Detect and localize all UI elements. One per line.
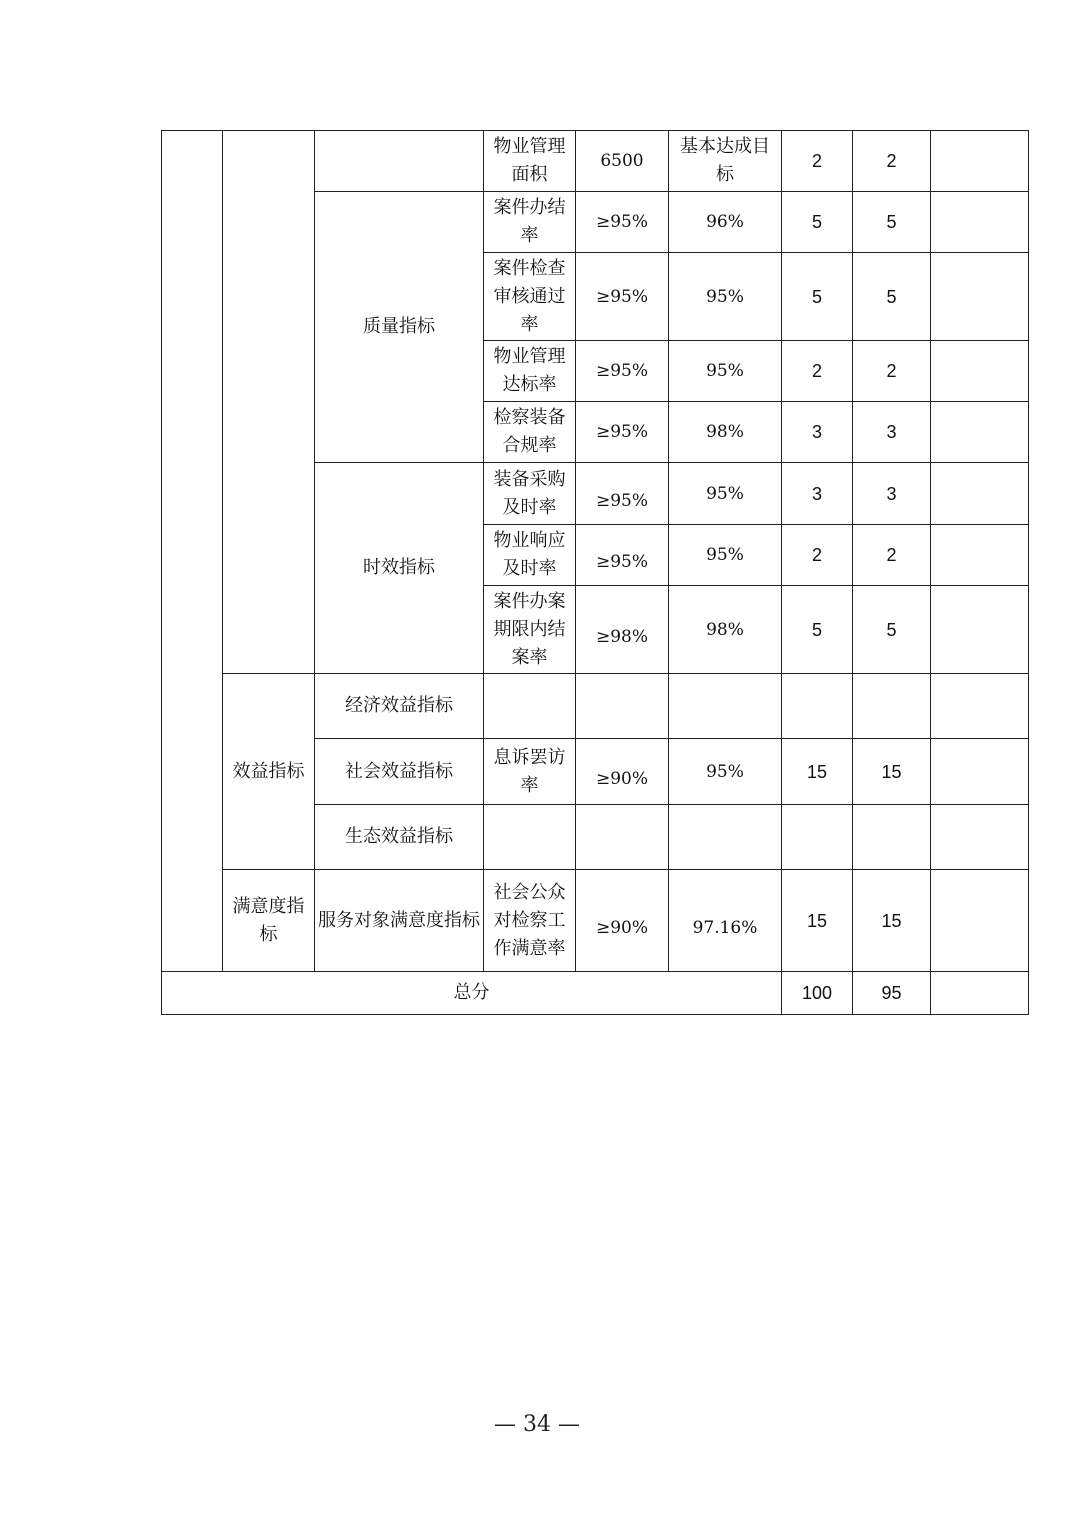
- level3-cell: 时效指标: [315, 463, 484, 674]
- target-cell: [576, 674, 669, 739]
- indicator-cell: [484, 805, 576, 870]
- score-cell: 2: [853, 341, 931, 402]
- total-weight: 100: [782, 972, 853, 1015]
- target-cell: ≥95%: [576, 341, 669, 402]
- score-cell: 5: [853, 192, 931, 253]
- score-cell: 3: [853, 463, 931, 525]
- weight-cell: 5: [782, 586, 853, 674]
- note-cell: [931, 463, 1029, 525]
- indicator-cell: 案件检查审核通过率: [484, 253, 576, 341]
- indicator-cell: 物业管理达标率: [484, 341, 576, 402]
- note-cell: [931, 402, 1029, 463]
- note-cell: [931, 739, 1029, 805]
- score-cell: 5: [853, 253, 931, 341]
- score-cell: 2: [853, 131, 931, 192]
- table-row: [162, 131, 1029, 192]
- total-row: [162, 972, 1029, 1015]
- level3-cell: 质量指标: [315, 192, 484, 463]
- actual-cell: 95%: [669, 525, 782, 586]
- level2-cell: 效益指标: [223, 674, 315, 870]
- level3-cell: 社会效益指标: [315, 739, 484, 805]
- indicator-cell: 社会公众对检察工作满意率: [484, 870, 576, 972]
- target-cell: [576, 805, 669, 870]
- weight-cell: [782, 805, 853, 870]
- note-cell: [931, 341, 1029, 402]
- indicator-cell: 物业管理面积: [484, 131, 576, 192]
- note-cell: [931, 674, 1029, 739]
- score-cell: 5: [853, 586, 931, 674]
- weight-cell: 2: [782, 525, 853, 586]
- actual-cell: 基本达成目标: [669, 131, 782, 192]
- target-cell: ≥95%: [576, 253, 669, 341]
- level2-cell: [223, 131, 315, 674]
- note-cell: [931, 192, 1029, 253]
- weight-cell: 3: [782, 463, 853, 525]
- indicator-cell: [484, 674, 576, 739]
- target-cell: ≥95%: [576, 402, 669, 463]
- score-cell: 15: [853, 870, 931, 972]
- level1-cell: [162, 131, 223, 972]
- level3-cell: 经济效益指标: [315, 674, 484, 739]
- total-note: [931, 972, 1029, 1015]
- weight-cell: 5: [782, 253, 853, 341]
- note-cell: [931, 131, 1029, 192]
- actual-cell: 96%: [669, 192, 782, 253]
- actual-cell: 95%: [669, 739, 782, 805]
- score-cell: 3: [853, 402, 931, 463]
- target-cell: ≥95%: [576, 525, 669, 586]
- weight-cell: [782, 674, 853, 739]
- target-cell: ≥90%: [576, 870, 669, 972]
- score-cell: 2: [853, 525, 931, 586]
- score-cell: [853, 674, 931, 739]
- actual-cell: 98%: [669, 586, 782, 674]
- note-cell: [931, 870, 1029, 972]
- weight-cell: 15: [782, 870, 853, 972]
- weight-cell: 5: [782, 192, 853, 253]
- score-cell: 15: [853, 739, 931, 805]
- target-cell: 6500: [576, 131, 669, 192]
- indicator-cell: 物业响应及时率: [484, 525, 576, 586]
- level3-cell: 生态效益指标: [315, 805, 484, 870]
- weight-cell: 2: [782, 341, 853, 402]
- indicator-cell: 案件办案期限内结案率: [484, 586, 576, 674]
- indicator-cell: 装备采购及时率: [484, 463, 576, 525]
- indicator-cell: 检察装备合规率: [484, 402, 576, 463]
- total-score: 95: [853, 972, 931, 1015]
- actual-cell: 95%: [669, 253, 782, 341]
- target-cell: ≥98%: [576, 586, 669, 674]
- note-cell: [931, 525, 1029, 586]
- weight-cell: 2: [782, 131, 853, 192]
- target-cell: ≥95%: [576, 192, 669, 253]
- level3-cell: 服务对象满意度指标: [315, 870, 484, 972]
- table-row: [162, 870, 1029, 972]
- note-cell: [931, 805, 1029, 870]
- performance-table: [161, 130, 1029, 1015]
- weight-cell: 3: [782, 402, 853, 463]
- score-cell: [853, 805, 931, 870]
- level2-cell: 满意度指标: [223, 870, 315, 972]
- note-cell: [931, 253, 1029, 341]
- actual-cell: [669, 674, 782, 739]
- note-cell: [931, 586, 1029, 674]
- total-label: 总分: [162, 972, 782, 1015]
- actual-cell: 95%: [669, 341, 782, 402]
- weight-cell: 15: [782, 739, 853, 805]
- actual-cell: 98%: [669, 402, 782, 463]
- page-number: — 34 —: [494, 1412, 580, 1437]
- actual-cell: [669, 805, 782, 870]
- target-cell: ≥95%: [576, 463, 669, 525]
- actual-cell: 97.16%: [669, 870, 782, 972]
- table-row: [162, 674, 1029, 739]
- target-cell: ≥90%: [576, 739, 669, 805]
- level3-cell: [315, 131, 484, 192]
- indicator-cell: 案件办结率: [484, 192, 576, 253]
- actual-cell: 95%: [669, 463, 782, 525]
- indicator-cell: 息诉罢访率: [484, 739, 576, 805]
